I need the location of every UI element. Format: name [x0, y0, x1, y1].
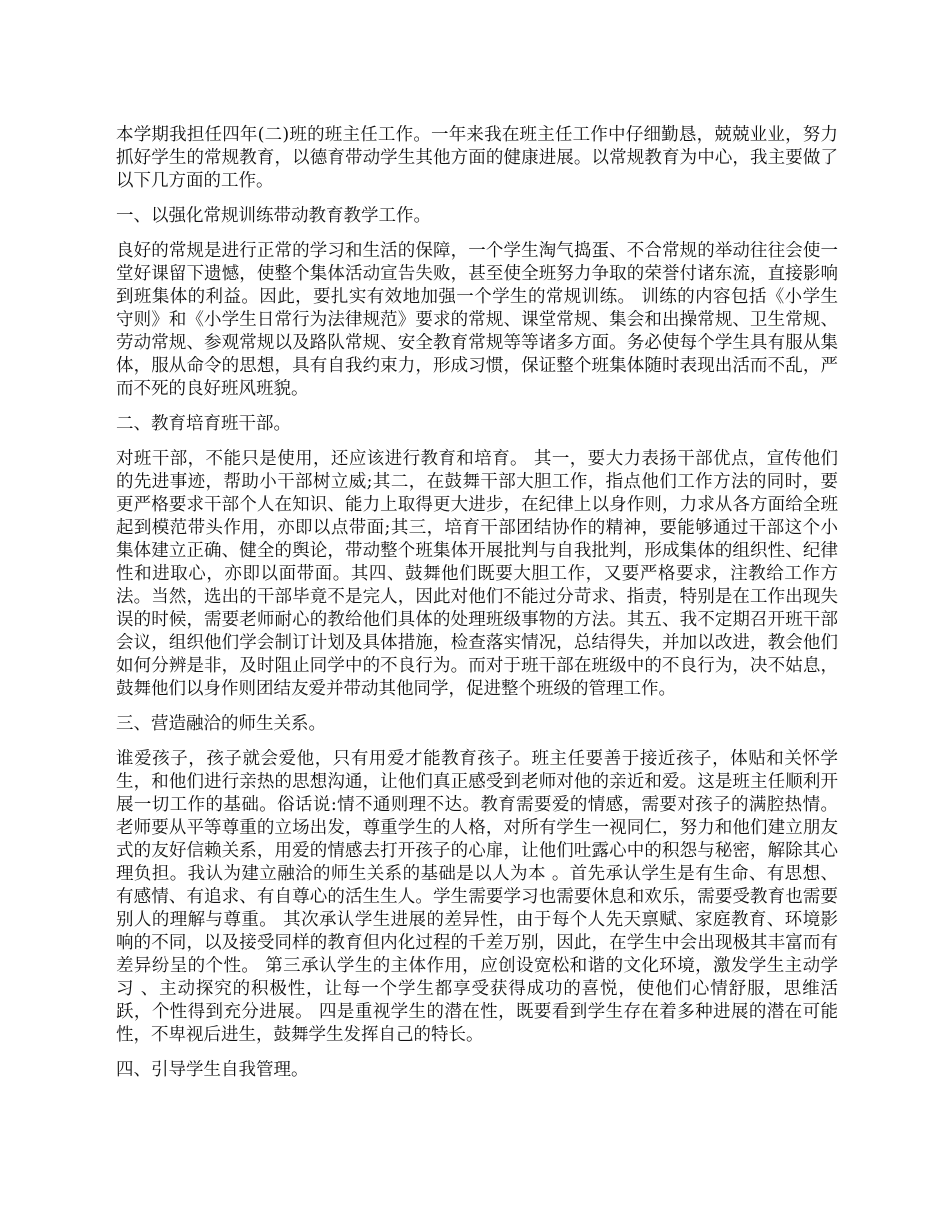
section-2-paragraph: 对班干部，不能只是使用，还应该进行教育和培育。 其一，要大力表扬干部优点，宣传他们的先进事迹，帮助小干部树立威;其二，在鼓舞干部大胆工作，指点他们工作方法的同时，要更严格要求干部个人在知识、能力上取得更大进步，在纪律上以身作则，力求从各方面给全班起到模范带头作用，亦即以点带面;其三，培育干部团结协作的精神，要能够通过干部这个小集体建立正确、健全的舆论，带动整个班集体开展批判与自我批判，形成集体的组织性、纪律性和进取心，亦即以面带面。其四、鼓舞他们既要大胆工作，又要严格要求，注教给工作方法。当然，选出的干部毕竟不是完人，因此对他们不能过分苛求、指责，特别是在工作出现失误的时候，需要老师耐心的教给他们具体的处理班级事物的方法。其五、我不定期召开班干部会议，组织他们学会制订计划及具体措施，检查落实情况，总结得失，并加以改进，教会他们如何分辨是非，及时阻止同学中的不良行为。而对于班干部在班级中的不良行为，决不姑息，鼓舞他们以身作则团结友爱并带动其他同学，促进整个班级的管理工作。 — [116, 449, 838, 699]
section-4-heading: 四、引导学生自我管理。 — [116, 1060, 309, 1080]
section-3-heading: 三、营造融洽的师生关系。 — [116, 714, 326, 734]
section-3-paragraph: 谁爱孩子，孩子就会爱他，只有用爱才能教育孩子。班主任要善于接近孩子，体贴和关怀学生，和他们进行亲热的思想沟通，让他们真正感受到老师对他的亲近和爱。这是班主任顺利开展一切工作的基础。俗话说:情不通则理不达。教育需要爱的情感，需要对孩子的满腔热情。老师要从平等尊重的立场出发，尊重学生的人格，对所有学生一视同仁，努力和他们建立朋友式的友好信赖关系，用爱的情感去打开孩子的心扉，让他们吐露心中的积怨与秘密，解除其心理负担。我认为建立融洽的师生关系的基础是以人为本 。首先承认学生是有生命、有思想、有感情、有追求、有自尊心的活生生人。学生需要学习也需要休息和欢乐，需要受教育也需要别人的理解与尊重。 其次承认学生进展的差异性，由于每个人先天禀赋、家庭教育、环境影响的不同，以及接受同样的教育但内化过程的千差万别，因此，在学生中会出现极其丰富而有差异纷呈的个性。 第三承认学生的主体作用，应创设宽松和谐的文化环境，激发学生主动学习 、主动探究的积极性，让每一个学生都享受获得成功的喜悦，使他们心情舒服，思维活跃，个性得到充分进展。 四是重视学生的潜在性，既要看到学生存在着多种进展的潜在可能性，不卑视后进生，鼓舞学生发挥自己的特长。 — [116, 749, 838, 1045]
section-1-heading: 一、以强化常规训练带动教育教学工作。 — [116, 206, 431, 226]
section-1-paragraph: 良好的常规是进行正常的学习和生活的保障，一个学生淘气捣蛋、不合常规的举动往往会使一堂好课留下遗憾，使整个集体活动宣告失败，甚至使全班努力争取的荣誉付诸东流，直接影响到班集体的利益。因此，要扎实有效地加强一个学生的常规训练。 训练的内容包括《小学生守则》和《小学生日常行为法律规范》要求的常规、课堂常规、集会和出操常规、卫生常规、劳动常规、参观常规以及路队常规、安全教育常规等等诸多方面。务必使每个学生具有服从集体，服从命令的思想，具有自我约束力，形成习惯，保证整个班集体随时表现出活而不乱，严而不死的良好班风班貌。 — [116, 241, 838, 399]
intro-paragraph: 本学期我担任四年(二)班的班主任工作。一年来我在班主任工作中仔细勤恳，兢兢业业，努力抓好学生的常规教育，以德育带动学生其他方面的健康进展。以常规教育为中心，我主要做了以下几方面的工作。 — [116, 125, 838, 191]
document-body — [116, 124, 838, 1094]
section-2-heading: 二、教育培育班干部。 — [116, 414, 291, 434]
